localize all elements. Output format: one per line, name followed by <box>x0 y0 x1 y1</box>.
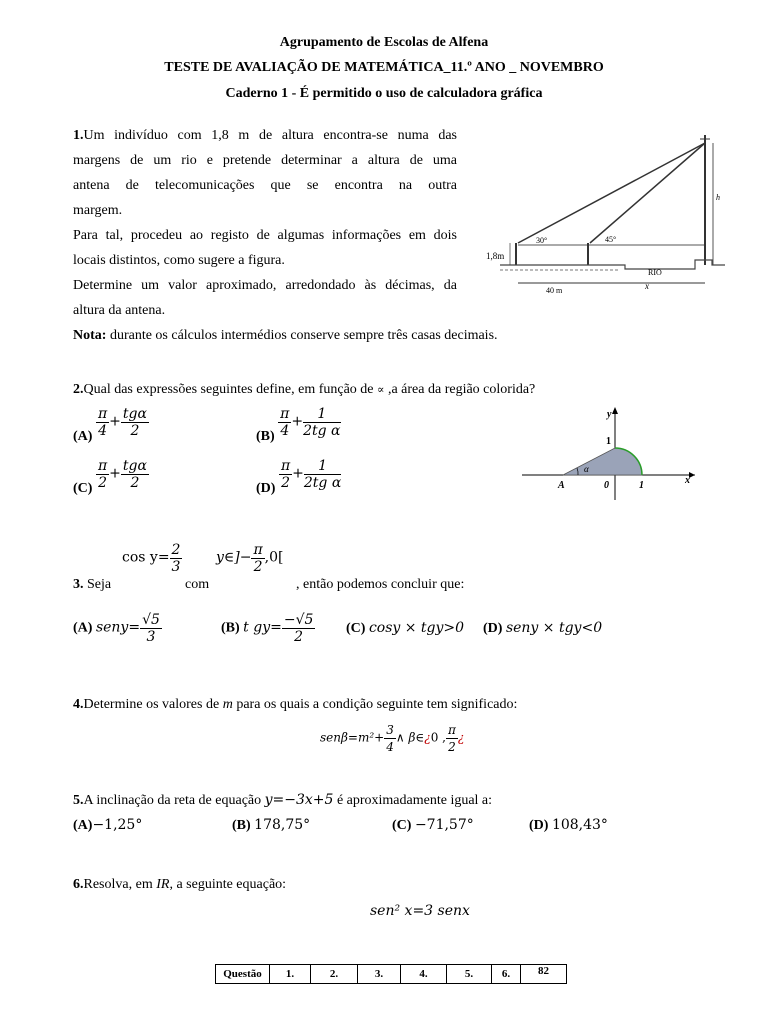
q3-number: 3. <box>73 577 84 592</box>
frac-num: tgα <box>122 458 147 474</box>
frac-num: π <box>97 406 108 422</box>
frac-num: 1 <box>303 406 340 423</box>
table-cell-6: 6. <box>492 965 521 984</box>
q3-option-a-label: (A) <box>73 620 93 636</box>
question-2 <box>73 382 673 398</box>
q1-line-7: Determine um valor aproximado, arredondado às décimas, da <box>73 278 457 293</box>
q4-text-after: para os quais a condição seguinte tem significado: <box>232 697 518 712</box>
q1-note-label: Nota: <box>73 328 107 343</box>
q3-b-expr: t gy= <box>243 619 282 636</box>
q6-ir: IR <box>156 877 170 892</box>
q3-option-c[interactable] <box>346 620 464 637</box>
frac-num: π <box>448 723 456 737</box>
label-h: h <box>716 193 720 202</box>
q1-line-4: margem. <box>73 203 123 218</box>
frac-den: 2 <box>281 475 290 491</box>
table-header-questao: Questão <box>216 965 270 984</box>
frac-num: 2 <box>171 542 181 558</box>
label-rio: RIO <box>648 268 662 277</box>
interval-pre: y∈]− <box>216 549 252 566</box>
label-angle-45: 45° <box>605 235 617 244</box>
q3-c-expr: cosy × tgy>0 <box>368 620 465 636</box>
table-cell-1: 1. <box>270 965 311 984</box>
question-4 <box>73 697 713 713</box>
q3-d-expr: seny × tgy<0 <box>505 620 603 636</box>
q6-number: 6. <box>73 877 84 892</box>
q6-equation-text: sen² x=3 senx <box>370 903 470 919</box>
q3-cos-expr <box>122 542 182 575</box>
plus-sign: + <box>292 465 304 482</box>
q5-equation: y=−3x+5 <box>264 792 334 808</box>
q4-number: 4. <box>73 697 84 712</box>
q5-option-c[interactable] <box>392 817 474 834</box>
q2-alpha: ∝ <box>377 383 385 396</box>
table-cell-4: 4. <box>401 965 447 984</box>
q1-line-6: locais distintos, como sugere a figura. <box>73 253 285 268</box>
frac-den: 4 <box>98 423 107 439</box>
graph-origin: 0 <box>604 480 609 491</box>
q2-option-c[interactable] <box>73 458 149 496</box>
q5-option-b[interactable] <box>232 817 310 834</box>
question-6 <box>73 877 713 893</box>
q5-c-value: −71,57° <box>414 817 474 833</box>
q1-note-text: durante os cálculos intermédios conserve sempre três casas decimais. <box>106 328 498 343</box>
frac-den: 2tg α <box>303 423 341 439</box>
q1-note <box>73 328 713 344</box>
q5-d-value: 108,43° <box>551 817 608 833</box>
q5-number: 5. <box>73 793 84 808</box>
antenna-figure <box>480 125 730 300</box>
q5-option-a-label: (A) <box>73 818 93 833</box>
cos-label: cos y= <box>122 549 170 566</box>
q5-text-after: é aproximadamente igual a: <box>333 793 493 808</box>
q1-line-1: Um indivíduo com 1,8 m de altura encontra-se numa das <box>83 128 457 143</box>
q5-option-c-label: (C) <box>392 818 412 833</box>
table-cell-5: 5. <box>447 965 492 984</box>
q2-option-a[interactable] <box>73 406 149 444</box>
frac-den: 4 <box>386 740 394 754</box>
q3-option-d-label: (D) <box>483 621 503 636</box>
caderno-note: Caderno 1 - É permitido o uso de calculadora gráfica <box>225 86 543 101</box>
question-1 <box>73 123 457 323</box>
q3-option-c-label: (C) <box>346 621 366 636</box>
label-40m: 40 m <box>546 286 563 295</box>
frac-den: 3 <box>146 629 156 645</box>
table-cell-3: 3. <box>358 965 401 984</box>
q1-number: 1. <box>73 128 84 143</box>
q3-option-a[interactable] <box>73 612 162 645</box>
q2-option-d[interactable] <box>256 458 342 496</box>
frac-den: 2 <box>294 629 304 645</box>
q3-option-d[interactable] <box>483 620 602 637</box>
q3-a-expr: seny= <box>95 619 141 636</box>
frac-num: 1 <box>304 458 341 475</box>
frac-den: 2 <box>130 423 140 439</box>
frac-den: 2 <box>130 475 140 491</box>
frac-den: 4 <box>280 423 290 439</box>
table-cell-2: 2. <box>311 965 358 984</box>
plus-sign: + <box>291 413 304 430</box>
q2-option-b-label: (B) <box>256 428 275 444</box>
test-title: TESTE DE AVALIAÇÃO DE MATEMÁTICA_11.º ANO _ NOVEMBRO <box>164 60 604 75</box>
plus-sign: + <box>109 413 121 430</box>
q1-line-3: antena de telecomunicações que se encontra na outra <box>73 178 457 193</box>
q4-expr-mid: ∧ β∈ <box>395 730 425 745</box>
q4-zero: 0 , <box>430 730 446 745</box>
frac-num: π <box>253 542 263 558</box>
label-x: x <box>645 281 649 291</box>
graph-y-label: y <box>607 409 612 420</box>
interval-post: ,0[ <box>264 549 284 566</box>
question-5 <box>73 792 713 809</box>
graph-alpha: α <box>584 464 589 474</box>
circle-region-graph <box>520 405 700 500</box>
graph-one-x: 1 <box>639 480 644 491</box>
q3-interval <box>216 542 284 575</box>
q4-text-before: Determine os valores de <box>83 697 223 712</box>
q4-inverted-q-1: ¿ <box>424 730 431 745</box>
frac-den: 2 <box>253 559 263 575</box>
q3-number-seja <box>73 577 111 593</box>
frac-den: 2 <box>98 475 107 491</box>
q3-seja: Seja <box>87 577 112 592</box>
frac-num: π <box>97 458 108 474</box>
frac-num: π <box>280 458 291 474</box>
q5-option-b-label: (B) <box>232 818 251 833</box>
school-name: Agrupamento de Escolas de Alfena <box>279 35 489 50</box>
q4-expr-pre: senβ=m²+ <box>320 730 385 745</box>
frac-den: 2 <box>448 740 456 754</box>
q5-option-a[interactable] <box>73 817 142 834</box>
q4-m: m <box>222 697 233 712</box>
q5-b-value: 178,75° <box>254 817 311 833</box>
frac-num: −√5 <box>283 612 314 628</box>
graph-x-label: x <box>685 475 690 486</box>
q4-inverted-q-2: ¿ <box>457 730 465 745</box>
q1-line-2: margens de um rio e pretende determinar a altura de uma <box>73 153 457 168</box>
q5-option-d-label: (D) <box>529 818 549 833</box>
q2-text-after: ,a área da região colorida? <box>384 382 536 397</box>
frac-num: 3 <box>386 723 394 737</box>
frac-den: 2tg α <box>303 475 342 491</box>
q5-text-before: A inclinação da reta de equação <box>83 793 265 808</box>
q1-line-8: altura da antena. <box>73 303 166 318</box>
q5-a-value: −1,25° <box>92 817 143 833</box>
frac-den: 3 <box>171 559 181 575</box>
q6-equation <box>370 903 470 920</box>
q2-text-before: Qual das expressões seguintes define, em função de <box>83 382 378 397</box>
q6-text-before: Resolva, em <box>83 877 157 892</box>
frac-num: √5 <box>142 612 160 628</box>
question-score-table <box>215 964 567 984</box>
q2-option-a-label: (A) <box>73 428 93 444</box>
frac-num: tgα <box>122 406 147 422</box>
q6-text-after: , a seguinte equação: <box>169 877 287 892</box>
frac-num: π <box>280 406 290 422</box>
label-angle-30: 30° <box>536 236 548 245</box>
q2-option-d-label: (D) <box>256 480 276 496</box>
q3-com: com <box>185 577 210 592</box>
q2-number: 2. <box>73 382 84 397</box>
table-cell-total: 82 <box>521 965 567 984</box>
q1-line-5: Para tal, procedeu ao registo de algumas informações em dois <box>73 228 457 243</box>
q4-expression <box>320 722 464 755</box>
graph-point-a: A <box>558 480 565 491</box>
q3-then: , então podemos concluir que: <box>296 577 465 592</box>
label-person-height: 1,8m <box>486 251 505 261</box>
q2-option-c-label: (C) <box>73 480 93 496</box>
q5-option-d[interactable] <box>529 817 608 834</box>
q2-option-b[interactable] <box>256 406 341 444</box>
q3-option-b-label: (B) <box>221 620 240 636</box>
q3-option-b[interactable] <box>221 612 315 645</box>
graph-one-y: 1 <box>606 436 611 447</box>
plus-sign: + <box>109 465 121 482</box>
